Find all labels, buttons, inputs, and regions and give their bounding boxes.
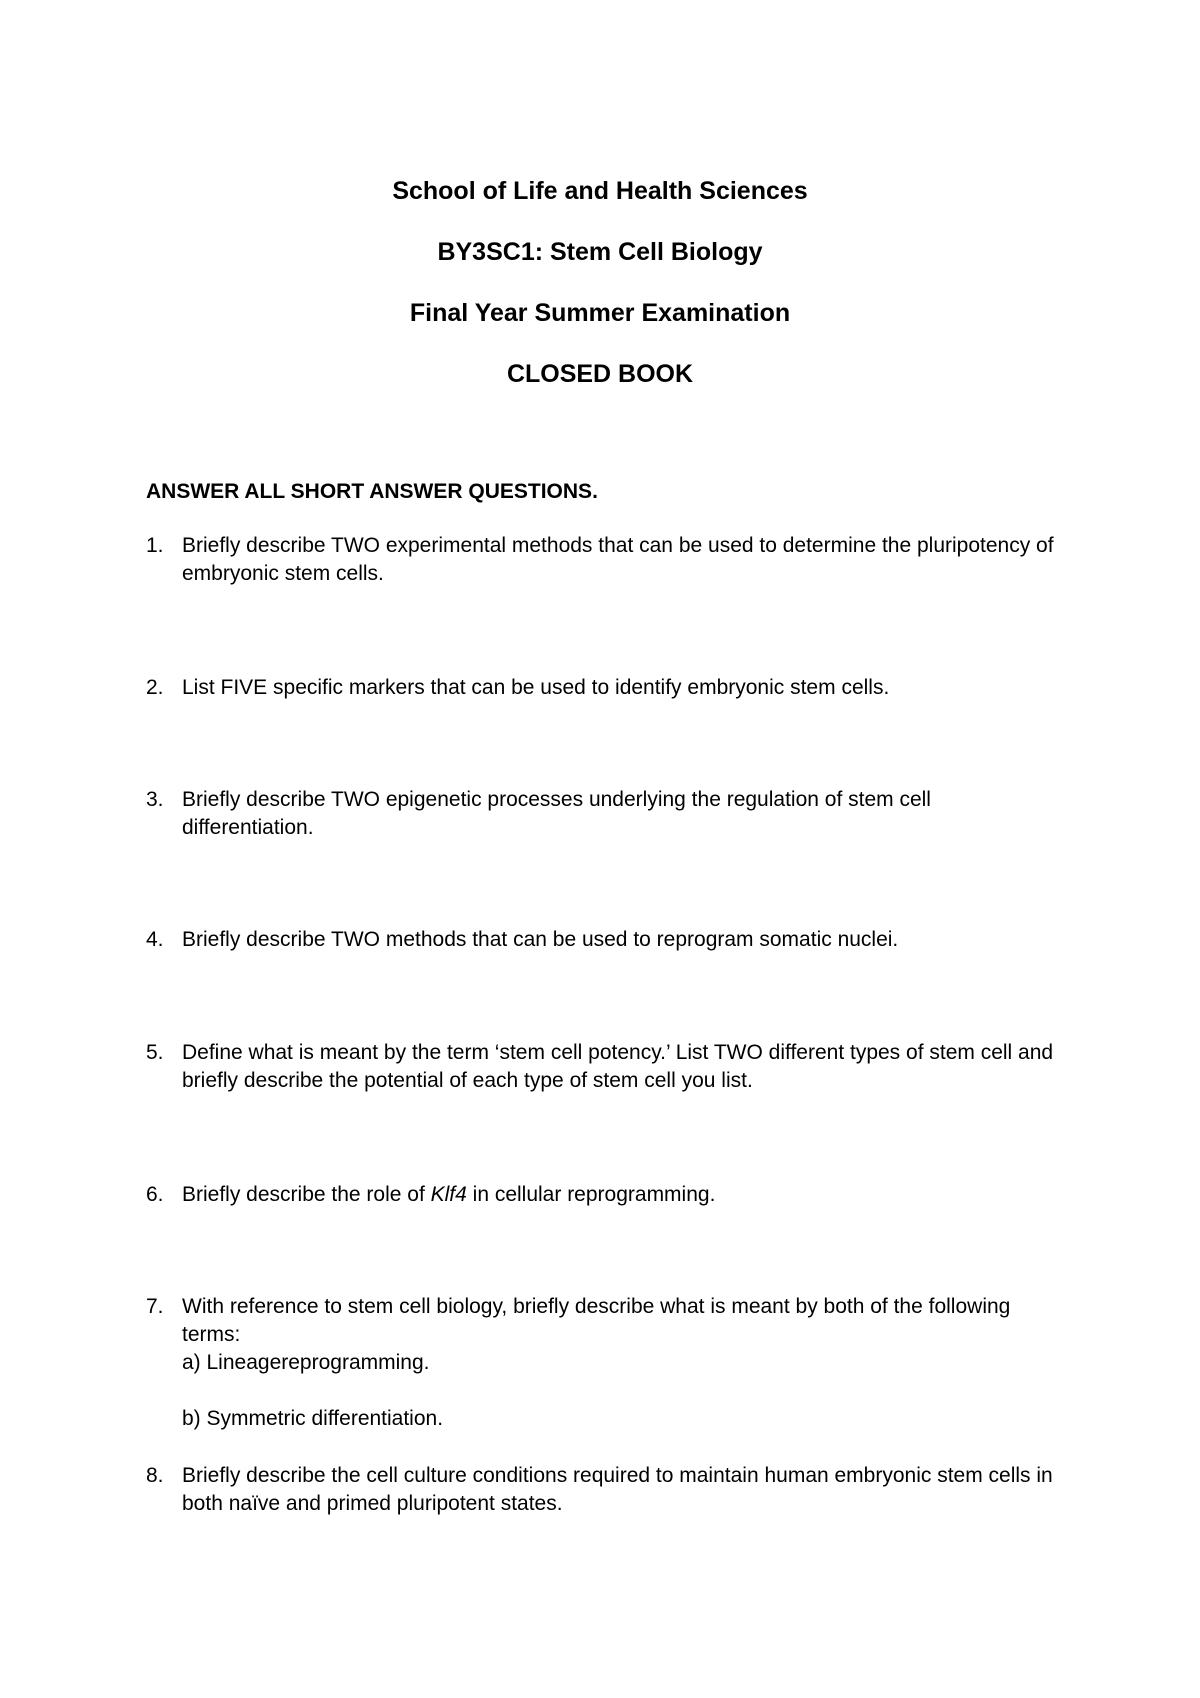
sub-question-b: b) Symmetric differentiation. [182,1407,444,1430]
question-number: 3. [146,788,164,811]
question-6 [146,1181,1066,1209]
question-text: Briefly describe TWO methods that can be used to reprogram somatic nuclei. [182,928,899,951]
question-4 [146,926,1066,954]
question-8 [146,1462,1066,1518]
instruction-heading: ANSWER ALL SHORT ANSWER QUESTIONS. [146,480,598,503]
exam-mode: CLOSED BOOK [506,360,694,388]
question-text: Briefly describe TWO epigenetic processes underlying the regulation of stem cell differentiation. [182,788,931,839]
question-text: Briefly describe TWO experimental methods that can be used to determine the pluripotency of embryonic stem cells. [182,534,1054,585]
school-name: School of Life and Health Sciences [392,177,808,205]
question-text [182,1181,1066,1209]
sub-question-a: a) Lineagereprogramming. [182,1351,430,1374]
question-number: 8. [146,1464,164,1487]
question-1 [146,532,1066,588]
question-number: 5. [146,1041,164,1064]
question-2 [146,674,1066,702]
question-number: 1. [146,534,164,557]
question-text: Define what is meant by the term ‘stem cell potency.’ List TWO different types of stem cell and briefly describe the potential of each type of stem cell you list. [182,1041,1054,1092]
module-title: BY3SC1: Stem Cell Biology [437,238,763,266]
question-text-before: Briefly describe the role of [182,1183,431,1206]
question-5 [146,1039,1066,1095]
question-text-after: in cellular reprogramming. [466,1183,716,1206]
question-number: 4. [146,928,164,951]
question-text: Briefly describe the cell culture conditions required to maintain human embryonic stem cells in both naïve and primed pluripotent states. [182,1464,1053,1515]
question-text: List FIVE specific markers that can be used to identify embryonic stem cells. [182,676,890,699]
exam-title: Final Year Summer Examination [409,299,791,327]
question-number: 7. [146,1295,164,1318]
gene-name: Klf4 [430,1183,467,1206]
question-number: 2. [146,676,164,699]
question-number: 6. [146,1183,164,1206]
question-7 [146,1293,1066,1433]
question-3 [146,786,1066,842]
question-text: With reference to stem cell biology, briefly describe what is meant by both of the following terms: [182,1295,1011,1346]
